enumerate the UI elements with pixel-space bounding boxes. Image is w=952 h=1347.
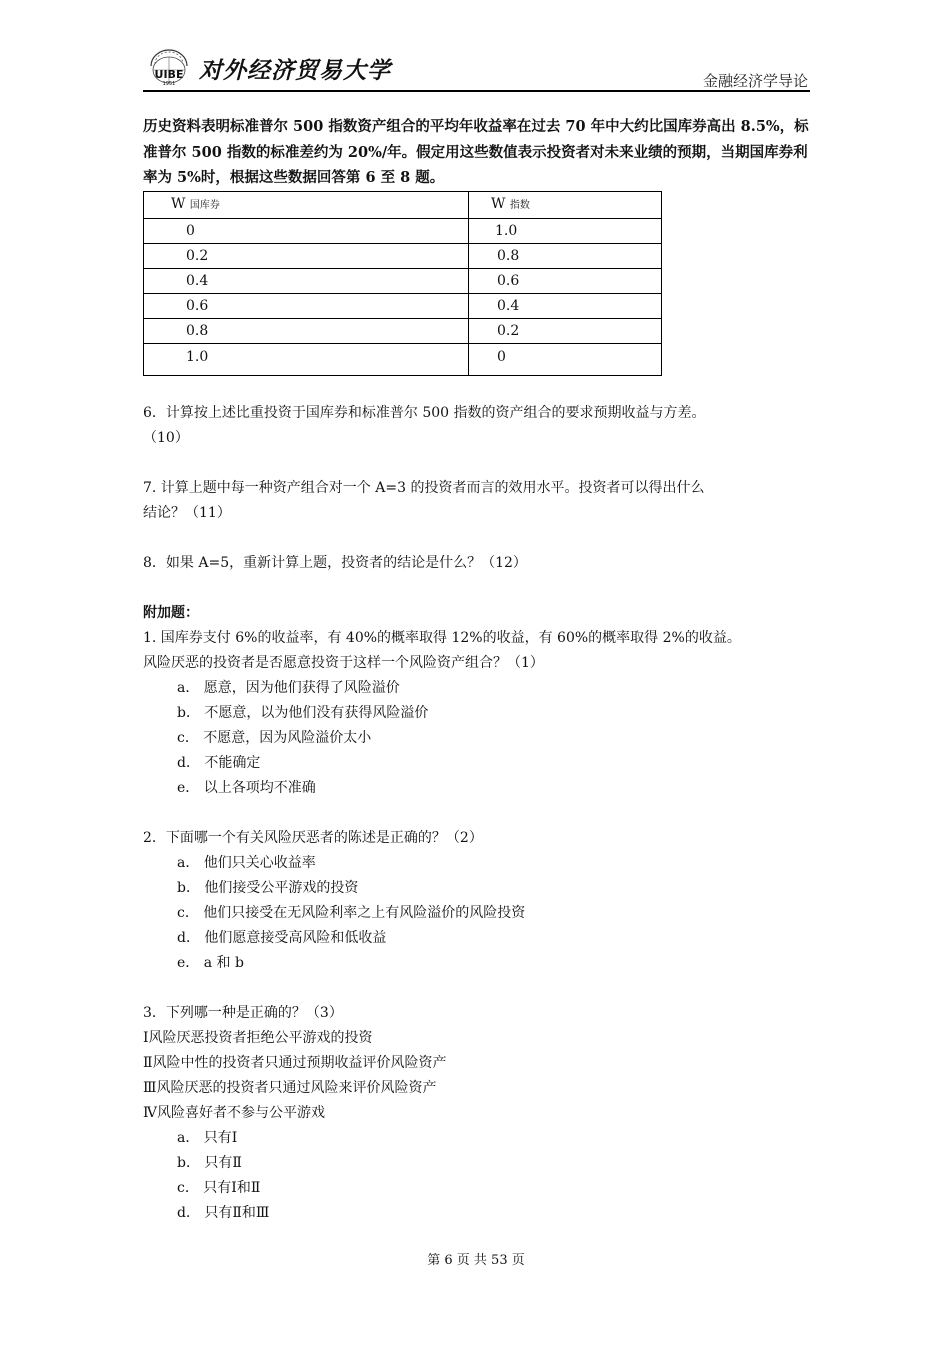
bonus-question-1-line2: 风险厌恶的投资者是否愿意投资于这样一个风险资产组合？（1） <box>143 654 544 671</box>
cell-treasury: 0 <box>144 218 469 243</box>
cell-treasury: 1.0 <box>144 343 469 375</box>
option-item: d． 只有Ⅱ和Ⅲ <box>177 1204 270 1221</box>
statement-item: Ⅲ风险厌恶的投资者只通过风险来评价风险资产 <box>143 1079 437 1096</box>
table-row <box>144 268 662 293</box>
header-treasury: W 国库券 <box>144 191 469 218</box>
question-8: 8．如果 A=5，重新计算上题，投资者的结论是什么？（12） <box>143 554 527 571</box>
cell-treasury: 0.2 <box>144 243 469 268</box>
option-item: a． 愿意，因为他们获得了风险溢价 <box>177 679 400 696</box>
option-item: b． 不愿意，以为他们没有获得风险溢价 <box>177 704 429 721</box>
question-7-line2: 结论？（11） <box>143 504 231 521</box>
cell-index: 0.2 <box>469 318 662 343</box>
table-row <box>144 343 662 375</box>
svg-text:1951: 1951 <box>162 81 176 86</box>
question-6-line1: 6．计算按上述比重投资于国库券和标准普尔 500 指数的资产组合的要求预期收益与方差。 <box>143 404 706 421</box>
option-item: b． 他们接受公平游戏的投资 <box>177 879 359 896</box>
header-index: W 指数 <box>469 191 662 218</box>
cell-treasury: 0.4 <box>144 268 469 293</box>
bonus-title: 附加题： <box>143 604 199 621</box>
page-header <box>143 44 810 92</box>
cell-index: 0.6 <box>469 268 662 293</box>
intro-paragraph: 历史资料表明标准普尔 500 指数资产组合的平均年收益率在过去 70 年中大约比国库券高出 8.5%，标准普尔 500 指数的标准差约为 20%/年。假定用这些数值表示投资者对未来业绩的预期，当期国库券利率为 5%时，根据这些数据回答第 6 至 8 题。 <box>143 118 809 186</box>
cell-index: 0 <box>469 343 662 375</box>
option-item: c． 只有Ⅰ和Ⅱ <box>177 1179 261 1196</box>
header-rule <box>143 90 810 92</box>
option-item: c． 不愿意，因为风险溢价太小 <box>177 729 372 746</box>
table-row <box>144 293 662 318</box>
option-item: b． 只有Ⅱ <box>177 1154 242 1171</box>
statement-item: Ⅳ风险喜好者不参与公平游戏 <box>143 1104 325 1121</box>
course-title: 金融经济学导论 <box>702 72 808 90</box>
cell-index: 1.0 <box>469 218 662 243</box>
option-item: d． 不能确定 <box>177 754 261 771</box>
statement-item: Ⅱ风险中性的投资者只通过预期收益评价风险资产 <box>143 1054 447 1071</box>
statement-item: Ⅰ风险厌恶投资者拒绝公平游戏的投资 <box>143 1029 373 1046</box>
option-item: e． 以上各项均不准确 <box>177 779 316 796</box>
bonus-question-3: 3．下列哪一种是正确的？（3） <box>143 1004 343 1021</box>
cell-treasury: 0.8 <box>144 318 469 343</box>
option-item: a． 他们只关心收益率 <box>177 854 316 871</box>
table-row <box>144 218 662 243</box>
option-item: c． 他们只接受在无风险利率之上有风险溢价的风险投资 <box>177 904 526 921</box>
university-logo-icon <box>143 46 195 86</box>
cell-index: 0.8 <box>469 243 662 268</box>
weights-table <box>143 191 662 376</box>
question-7-line1: 7. 计算上题中每一种资产组合对一个 A=3 的投资者而言的效用水平。投资者可以得出什么 <box>143 479 705 496</box>
option-item: a． 只有Ⅰ <box>177 1129 238 1146</box>
cell-index: 0.4 <box>469 293 662 318</box>
bonus-question-2: 2．下面哪一个有关风险厌恶者的陈述是正确的？（2） <box>143 829 483 846</box>
svg-text:UIBE: UIBE <box>154 68 184 81</box>
bonus-question-1-line1: 1. 国库券支付 6%的收益率，有 40%的概率取得 12%的收益，有 60%的概率取得 2%的收益。 <box>143 629 741 646</box>
table-row <box>144 318 662 343</box>
table-header-row <box>144 191 662 218</box>
option-item: e． a 和 b <box>177 954 244 971</box>
question-6-line2: （10） <box>143 429 189 446</box>
page-footer: 第 6 页 共 53 页 <box>427 1253 525 1268</box>
cell-treasury: 0.6 <box>144 293 469 318</box>
page-content <box>143 114 810 1226</box>
university-name: 对外经济贸易大学 <box>199 57 391 84</box>
table-row <box>144 243 662 268</box>
option-item: d． 他们愿意接受高风险和低收益 <box>177 929 387 946</box>
